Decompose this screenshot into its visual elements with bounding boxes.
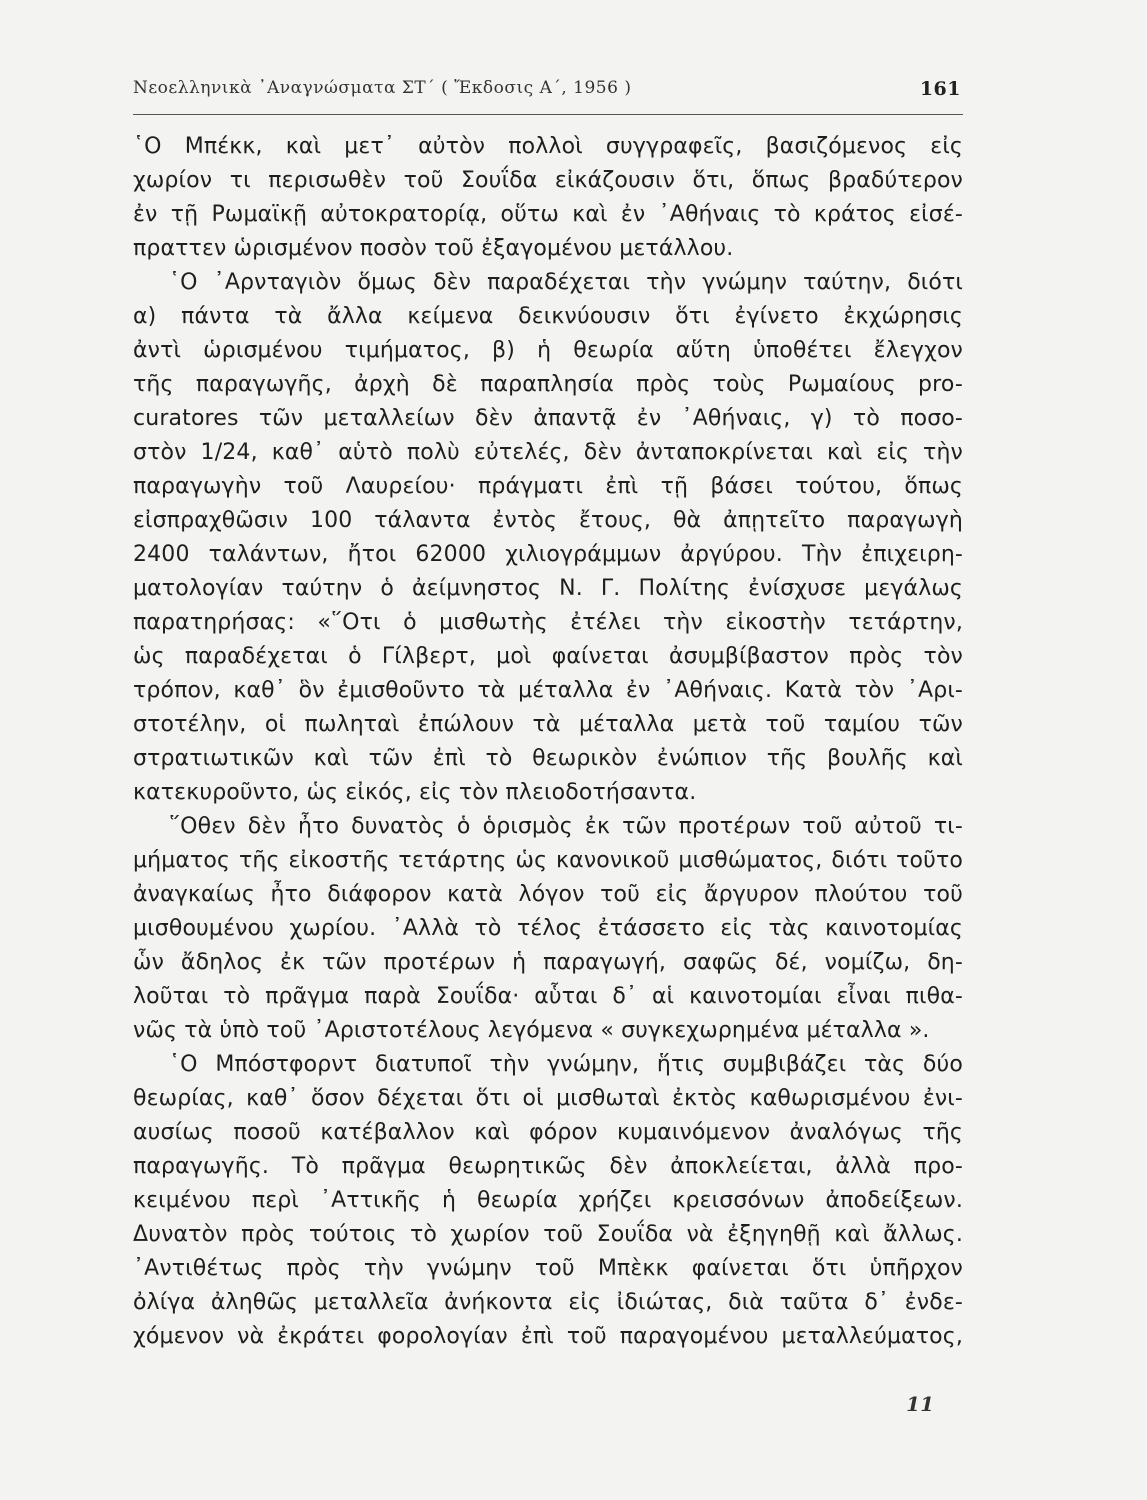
text-line: ματολογίαν ταύτην ὁ ἀείμνηστος Ν. Γ. Πολίτης ἐνίσχυσε μεγάλως — [133, 576, 963, 601]
running-title: Νεοελληνικὰ ᾿Αναγνώσματα ΣΤ΄ ( Ἔκδοσις Α΄, 1956 ) — [133, 78, 632, 98]
header-rule — [133, 114, 963, 115]
text-line: πραττεν ὡρισμένον ποσὸν τοῦ ἐξαγομένου μετάλλου. — [133, 236, 734, 261]
text-line: ὧν ἄδηλος ἐκ τῶν προτέρων ἡ παραγωγή, σαφῶς δέ, νομίζω, δη- — [133, 950, 963, 975]
text-line: θεωρίας, καθ᾿ ὅσον δέχεται ὅτι οἱ μισθωταὶ ἐκτὸς καθωρισμένου ἐνι- — [133, 1086, 963, 1111]
text-line: τρόπον, καθ᾿ ὃν ἐμισθοῦντο τὰ μέταλλα ἐν ᾿Αθήναις. Κατὰ τὸν ᾿Αρι- — [133, 678, 963, 703]
text-line: παρατηρήσας: «῞Οτι ὁ μισθωτὴς ἐτέλει τὴν εἰκοστὴν τετάρτην, — [133, 610, 963, 635]
text-line: 2400 ταλάντων, ἤτοι 62000 χιλιογράμμων ἀργύρου. Τὴν ἐπιχειρη- — [133, 542, 963, 567]
page-number: 161 — [919, 78, 961, 100]
text-line: στρατιωτικῶν καὶ τῶν ἐπὶ τὸ θεωρικὸν ἐνώπιον τῆς βουλῆς καὶ — [133, 746, 963, 771]
text-line: ῾Ο ᾿Αρνταγιὸν ὅμως δὲν παραδέχεται τὴν γνώμην ταύτην, διότι — [169, 270, 963, 295]
text-line: ὡς παραδέχεται ὁ Γίλβερτ, μοὶ φαίνεται ἀσυμβίβαστον πρὸς τὸν — [133, 644, 963, 669]
text-line: παραγωγὴν τοῦ Λαυρείου· πράγματι ἐπὶ τῇ βάσει τούτου, ὅπως — [133, 474, 963, 499]
text-line: μισθουμένου χωρίου. ᾿Αλλὰ τὸ τέλος ἐτάσσετο εἰς τὰς καινοτομίας — [133, 916, 963, 941]
text-line: ἀντὶ ὡρισμένου τιμήματος, β) ἡ θεωρία αὕτη ὑποθέτει ἔλεγχον — [133, 338, 963, 363]
text-line: τῆς παραγωγῆς, ἀρχὴ δὲ παραπλησία πρὸς τοὺς Ρωμαίους pro- — [133, 372, 963, 397]
text-line: ῾Ο Μπέκκ, καὶ μετ᾿ αὐτὸν πολλοὶ συγγραφεῖς, βασιζόμενος εἰς — [133, 134, 963, 159]
text-line: μήματος τῆς εἰκοστῆς τετάρτης ὡς κανονικοῦ μισθώματος, διότι τοῦτο — [133, 848, 963, 873]
page-header — [133, 78, 963, 108]
text-line: στοτέλην, οἱ πωληταὶ ἐπώλουν τὰ μέταλλα μετὰ τοῦ ταμίου τῶν — [133, 712, 963, 737]
text-line: ἀναγκαίως ἦτο διάφορον κατὰ λόγον τοῦ εἰς ἄργυρον πλούτου τοῦ — [133, 882, 963, 907]
text-line: ὀλίγα ἀληθῶς μεταλλεῖα ἀνήκοντα εἰς ἰδιώτας, διὰ ταῦτα δ᾿ ἐνδε- — [133, 1290, 963, 1315]
text-line: ἐν τῇ Ρωμαϊκῇ αὐτοκρατορίᾳ, οὕτω καὶ ἐν ᾿Αθήναις τὸ κράτος εἰσέ- — [133, 202, 963, 227]
text-line: κειμένου περὶ ᾿Αττικῆς ἡ θεωρία χρήζει κρεισσόνων ἀποδείξεων. — [133, 1188, 963, 1213]
body-text — [133, 130, 963, 1354]
text-line: χόμενον νὰ ἐκράτει φορολογίαν ἐπὶ τοῦ παραγομένου μεταλλεύματος, — [133, 1324, 963, 1349]
text-line: εἰσπραχθῶσιν 100 τάλαντα ἐντὸς ἔτους, θὰ ἀπῃτεῖτο παραγωγὴ — [133, 508, 963, 533]
signature-mark: 11 — [906, 1392, 934, 1416]
text-line: χωρίον τι περισωθὲν τοῦ Σουΐδα εἰκάζουσιν ὅτι, ὅπως βραδύτερον — [133, 168, 963, 193]
text-line: ᾿Αντιθέτως πρὸς τὴν γνώμην τοῦ Μπὲκκ φαίνεται ὅτι ὑπῆρχον — [133, 1256, 963, 1281]
text-line: α) πάντα τὰ ἄλλα κείμενα δεικνύουσιν ὅτι ἐγίνετο ἐκχώρησις — [133, 304, 963, 329]
text-line: ῾Ο Μπόστφορντ διατυποῖ τὴν γνώμην, ἥτις συμβιβάζει τὰς δύο — [169, 1052, 963, 1077]
text-line: λοῦται τὸ πρᾶγμα παρὰ Σουΐδα· αὗται δ᾿ αἱ καινοτομίαι εἶναι πιθα- — [133, 984, 963, 1009]
text-line: κατεκυροῦντο, ὡς εἰκός, εἰς τὸν πλειοδοτήσαντα. — [133, 780, 697, 805]
text-line: curatores τῶν μεταλλείων δὲν ἀπαντᾷ ἐν ᾿Αθήναις, γ) τὸ ποσο- — [133, 406, 963, 431]
text-line: στὸν 1/24, καθ᾿ αὑτὸ πολὺ εὐτελές, δὲν ἀνταποκρίνεται καὶ εἰς τὴν — [133, 440, 963, 465]
text-line: ῞Οθεν δὲν ἦτο δυνατὸς ὁ ὁρισμὸς ἐκ τῶν προτέρων τοῦ αὐτοῦ τι- — [169, 814, 963, 839]
text-line: παραγωγῆς. Τὸ πρᾶγμα θεωρητικῶς δὲν ἀποκλείεται, ἀλλὰ προ- — [133, 1154, 963, 1179]
text-line: Δυνατὸν πρὸς τούτοις τὸ χωρίον τοῦ Σουΐδα νὰ ἐξηγηθῇ καὶ ἄλλως. — [133, 1222, 963, 1247]
text-line: αυσίως ποσοῦ κατέβαλλον καὶ φόρον κυμαινόμενον ἀναλόγως τῆς — [133, 1120, 963, 1145]
text-line: νῶς τὰ ὑπὸ τοῦ ᾿Αριστοτέλους λεγόμενα « συγκεχωρημένα μέταλλα ». — [133, 1018, 930, 1043]
